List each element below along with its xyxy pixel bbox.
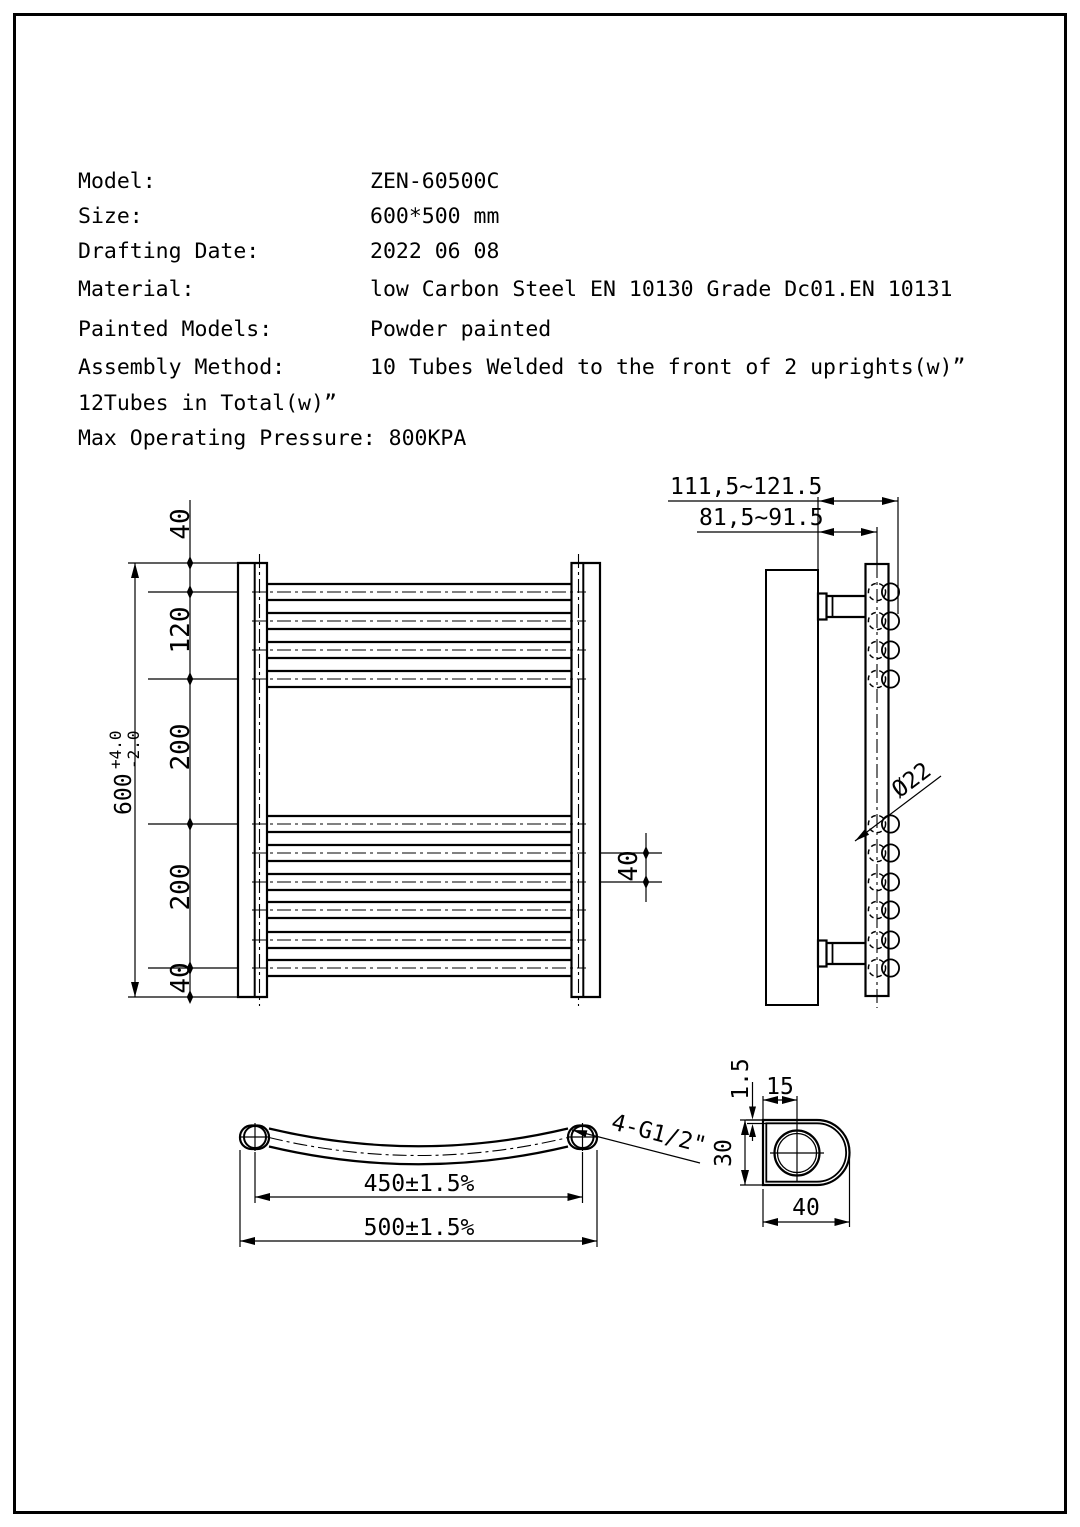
spec-model-label: Model: bbox=[78, 169, 156, 194]
side-tube-circle bbox=[882, 583, 899, 600]
side-dim-tube-diameter-value: Ø22 bbox=[887, 757, 937, 804]
side-tube-circle bbox=[882, 612, 899, 629]
wall-bracket-top bbox=[818, 594, 866, 620]
side-dim-wall-to-center bbox=[697, 505, 877, 565]
front-dim-tol-plus: +4.0 bbox=[106, 730, 125, 769]
front-dim-bottom-offset: 40 bbox=[166, 962, 196, 994]
detail-dim-hole-offset bbox=[763, 1074, 797, 1121]
spec-pressure: Max Operating Pressure: 800KPA bbox=[78, 426, 467, 451]
spec-date-value: 2022 06 08 bbox=[370, 239, 500, 264]
detail-dim-height bbox=[711, 1120, 763, 1185]
plan-right-fitting bbox=[568, 1123, 597, 1151]
side-tube-circle bbox=[882, 670, 899, 687]
spec-painted-label: Painted Models: bbox=[78, 317, 273, 342]
spec-material-label: Material: bbox=[78, 277, 195, 302]
front-dim-chain bbox=[148, 500, 238, 1004]
front-dim-upper-gap: 200 bbox=[166, 723, 196, 771]
spec-model-value: ZEN-60500C bbox=[370, 169, 500, 194]
front-dim-pitch bbox=[600, 833, 662, 902]
side-view bbox=[668, 474, 941, 1008]
spec-assembly-value: 10 Tubes Welded to the front of 2 uprights(w)” bbox=[370, 355, 966, 380]
spec-block bbox=[78, 169, 965, 451]
side-tube-circle bbox=[882, 901, 899, 918]
detail-dim-width bbox=[763, 1157, 850, 1227]
front-tubes bbox=[252, 584, 586, 976]
side-tube-circle bbox=[882, 641, 899, 658]
plan-curved-tube bbox=[269, 1129, 568, 1165]
front-dim-overall-value: 600 bbox=[111, 773, 137, 815]
plan-left-fitting bbox=[240, 1123, 269, 1151]
front-dim-top-offset: 40 bbox=[166, 508, 196, 540]
side-tube-circle bbox=[882, 844, 899, 861]
spec-painted-value: Powder painted bbox=[370, 317, 552, 342]
bracket-detail bbox=[711, 1058, 850, 1227]
detail-dim-hole-offset-value: 15 bbox=[766, 1074, 794, 1100]
spec-size-label: Size: bbox=[78, 204, 143, 229]
wall-section bbox=[766, 570, 818, 1005]
spec-size-value: 600*500 mm bbox=[370, 204, 500, 229]
side-tube-circle bbox=[882, 959, 899, 976]
detail-dim-width-value: 40 bbox=[792, 1195, 820, 1221]
detail-dim-height-value: 30 bbox=[711, 1139, 737, 1167]
side-tube-circle bbox=[882, 873, 899, 890]
plan-dim-centers-value: 450±1.5% bbox=[363, 1171, 475, 1197]
plan-dim-overall-value: 500±1.5% bbox=[363, 1215, 475, 1241]
front-right-upright bbox=[572, 563, 601, 997]
spec-assembly-label: Assembly Method: bbox=[78, 355, 286, 380]
side-tube-circle bbox=[882, 931, 899, 948]
front-view bbox=[106, 500, 662, 1006]
spec-note: 12Tubes in Total(w)” bbox=[78, 391, 337, 416]
side-upright bbox=[866, 564, 889, 996]
side-dim-wall-to-front-value: 111,5~121.5 bbox=[670, 474, 823, 500]
plan-dim-thread bbox=[571, 1110, 709, 1163]
front-dim-lower-gap: 200 bbox=[166, 863, 196, 911]
plan-dim-thread-value: 4-G1/2" bbox=[608, 1109, 709, 1159]
bracket-hole-crosshair bbox=[770, 1096, 824, 1181]
plan-dim-centers bbox=[255, 1152, 583, 1203]
wall-bracket-bottom bbox=[818, 941, 866, 967]
side-dim-wall-to-front bbox=[668, 474, 898, 614]
detail-dim-thickness-value: 1.5 bbox=[728, 1058, 754, 1100]
plan-view bbox=[240, 1110, 709, 1247]
front-dim-tol-minus: -2.0 bbox=[124, 730, 143, 769]
detail-dim-thickness bbox=[728, 1058, 767, 1141]
spec-date-label: Drafting Date: bbox=[78, 239, 260, 264]
front-dim-upper-group: 120 bbox=[166, 606, 196, 654]
side-dim-wall-to-center-value: 81,5~91.5 bbox=[699, 505, 824, 531]
spec-material-value: low Carbon Steel EN 10130 Grade Dc01.EN 10131 bbox=[370, 277, 953, 302]
front-left-upright bbox=[238, 563, 267, 997]
front-dim-pitch-value: 40 bbox=[614, 850, 644, 882]
